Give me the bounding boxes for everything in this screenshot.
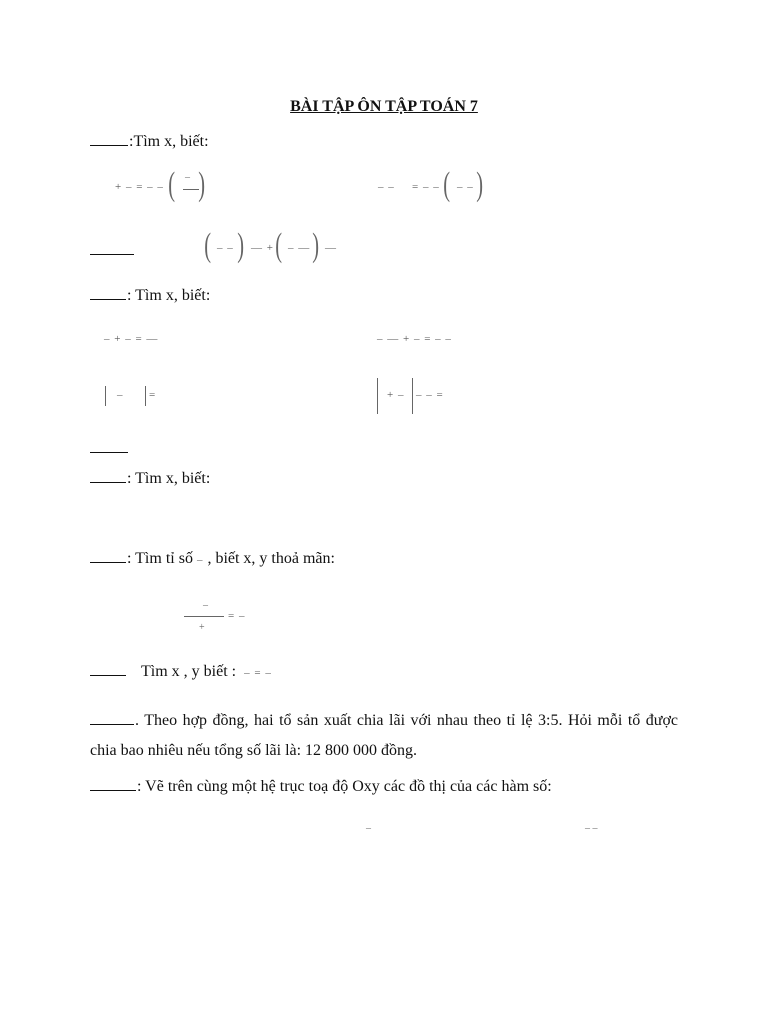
function-b: – –: [585, 823, 598, 834]
exercise-number-blank: [90, 778, 136, 791]
exercise-5-text-after: , biết x, y thoả mãn:: [207, 550, 335, 567]
equation-1b-inner: – –: [457, 181, 474, 193]
paren-right: ): [476, 166, 484, 203]
paren-left: (: [275, 227, 283, 264]
exercise-4: [90, 470, 210, 488]
paren-right: ): [312, 227, 320, 264]
abs-bar-left: [105, 386, 106, 406]
equation-1a: + – = – –: [115, 181, 164, 193]
page-title: BÀI TẬP ÔN TẬP TOÁN 7: [290, 98, 478, 115]
abs-bar-right: [412, 378, 413, 414]
equation-1b-right: = – –: [412, 181, 440, 193]
paren-left: (: [443, 166, 451, 203]
exercise-blank-line: [90, 440, 129, 458]
abs-3b-part-a: + –: [387, 389, 405, 401]
equation-3b: – — + – = – –: [377, 333, 452, 345]
exercise-number-blank: [90, 550, 126, 563]
expression-2-d: —: [325, 242, 337, 254]
exercise-1-text: :Tìm x, biết:: [129, 133, 209, 150]
exercise-number-blank: [90, 287, 126, 300]
abs-3a-inner: –: [117, 389, 124, 401]
exercise-4-text: : Tìm x, biết:: [127, 470, 211, 487]
exercise-5: [90, 550, 335, 568]
fraction-bar: [183, 189, 199, 190]
paren-right: ): [198, 166, 206, 203]
paren-left: (: [204, 227, 212, 264]
exercise-5-text-before: : Tìm tỉ số: [127, 550, 193, 567]
fraction-bar: [184, 616, 224, 617]
equation-5-numerator: –: [203, 600, 208, 611]
exercise-number-blank: [90, 133, 128, 146]
abs-bar-left: [377, 378, 378, 414]
exercise-number-blank: [90, 712, 134, 725]
exercise-number-blank: [90, 663, 126, 676]
equation-1a-fraction: –: [185, 172, 190, 183]
exercise-1: [90, 133, 209, 151]
equation-5-denominator: +: [199, 622, 205, 633]
exercise-number-blank: [90, 470, 126, 483]
function-a: –: [366, 823, 371, 834]
exercise-3: [90, 287, 210, 305]
expression-2-c: – —: [288, 242, 311, 254]
paren-left: (: [168, 166, 176, 203]
exercise-8-text: : Vẽ trên cùng một hệ trục toạ độ Oxy các đồ thị của các hàm số:: [137, 778, 552, 795]
expression-2-b: — +: [251, 242, 274, 254]
abs-bar-right: [145, 386, 146, 406]
expression-2-a: – –: [217, 242, 234, 254]
exercise-2: [90, 242, 135, 260]
exercise-8: [90, 778, 552, 796]
exercise-number-blank: [90, 242, 134, 255]
exercise-7-text: . Theo hợp đồng, hai tổ sản xuất chia lãi với nhau theo tỉ lệ 3:5. Hỏi mỗi tổ được chia bao nhiêu nếu tổng số lãi là: 12 800 000 đồng.: [90, 712, 678, 759]
equation-5-rhs: = –: [228, 610, 246, 622]
equation-3a: – + – = —: [104, 333, 159, 345]
equation-6: – = –: [244, 667, 272, 679]
exercise-3-text: : Tìm x, biết:: [127, 287, 211, 304]
exercise-number-blank: [90, 440, 128, 453]
exercise-6-text: Tìm x , y biết :: [141, 663, 237, 680]
exercise-7: [90, 706, 678, 766]
abs-3b-part-b: – – =: [416, 389, 444, 401]
ratio-fraction: –: [196, 554, 204, 566]
paren-right: ): [237, 227, 245, 264]
abs-3a-equals: =: [149, 389, 157, 401]
equation-1b-left: – –: [378, 181, 395, 193]
exercise-6: [90, 663, 272, 681]
